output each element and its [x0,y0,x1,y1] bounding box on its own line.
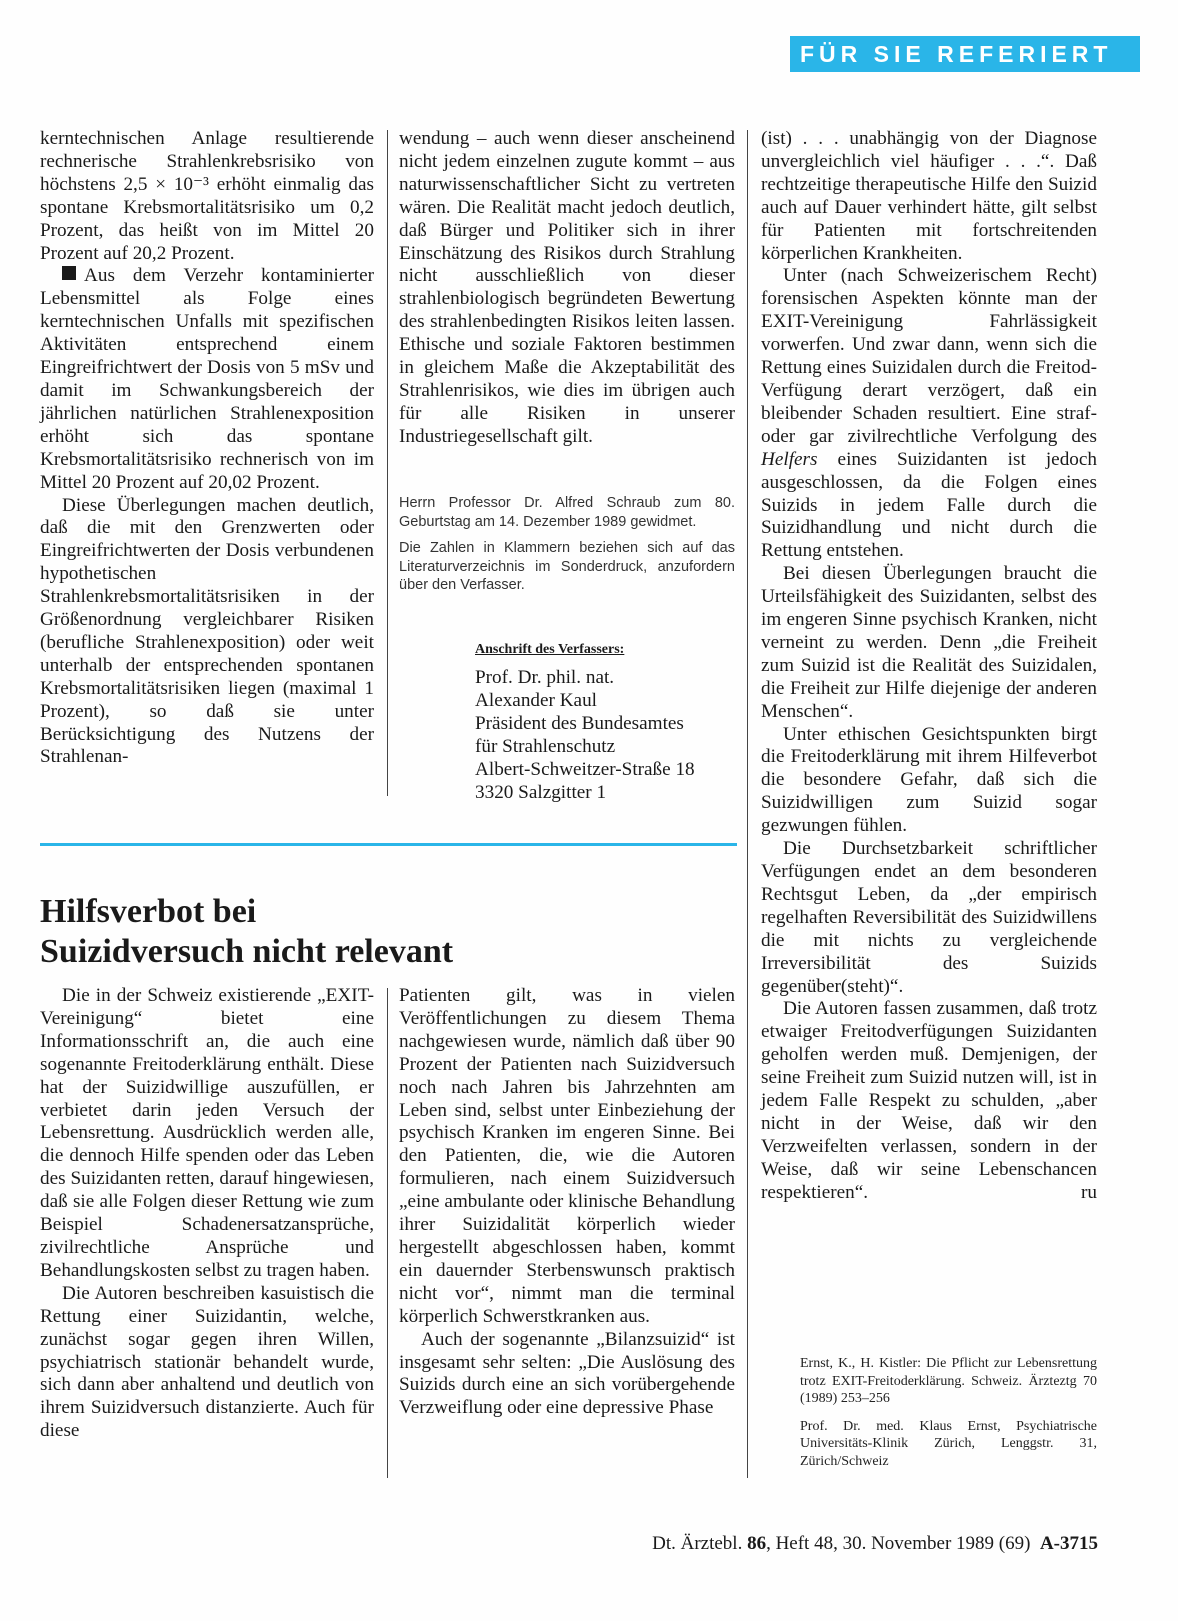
article2-column-2 [399,985,735,1420]
address-line: Albert-Schweitzer-Straße 18 [475,759,695,780]
address-line: 3320 Salzgitter 1 [475,782,607,803]
article1-column-1 [40,128,374,769]
address-line: Alexander Kaul [475,690,598,711]
address-line: Präsident des Bundesamtes [475,713,684,734]
paragraph: Patienten gilt, was in vielen Veröffentlichungen zu diesem Thema nachgewiesen wurde, nämlich daß über 90 Prozent der Patienten nach Suizidversuch noch nach Jahren bis Jahrzehnten am Leben sind, selbst unter Einbeziehung der psychisch Kranken im engeren Sinne. Bei den Patienten, die, wie die Autoren formulieren, nach einem Suizidversuch „eine ambulante oder klinische Behandlung ihrer Suizidalität körperlich wieder hergestellt abgeschlossen haben, kommt ein dauernder Sterbenswunsch praktisch nicht vor“, nimmt man die terminal körperlich Schwerstkranken aus. [399,985,735,1327]
address-line: für Strahlenschutz [475,736,616,757]
paragraph: wendung – auch wenn dieser anscheinend nicht jedem einzelnen zugute kommt – aus naturwissenschaftlicher Sicht zu vertreten wären. Die Realität macht jedoch deutlich, daß Bürger und Politiker sich in ihrer Einschätzung des Risikos durch Strahlung nicht ausschließlich von dieser strahlenbiologisch begründeten Bewertung des strahlenbedingten Risikos leiten lassen. Ethische und soziale Faktoren bestimmen in gleichem Maße die Akzeptabilität des Strahlenrisikos, wie dies im übrigen auch für alle Risiken in unserer Industriegesellschaft gilt. [399,128,735,447]
paragraph: Die Autoren fassen zusammen, daß trotz etwaiger Freitodverfügungen Suizidanten geholfen werden muß. Demjenigen, der seine Freiheit zum Suizid nutzen will, ist in jedem Falle Respekt zu schulden, „aber nicht in der Weise, daß wir den Verzweifelten verlassen, sondern in der Weise, daß wir seine Lebenschancen respektieren“. ru [761,998,1097,1203]
paragraph: Die in der Schweiz existierende „EXIT-Vereinigung“ bietet eine Informationsschrift an, die auch eine sogenannte Freitoderklärung enthält. Diese hat der Suizidwillige auszufüllen, er verbietet darin jeden Versuch der Lebensrettung. Ausdrücklich werden alle, die dennoch Hilfe spenden oder das Leben des Suizidanten retten, darauf hingewiesen, daß sie alle Folgen dieser Rettung wie zum Beispiel Schadenersatzansprüche, zivilrechtliche Ansprüche und Behandlungskosten selbst zu tragen haben. [40,985,374,1281]
paragraph: Aus dem Verzehr kontaminierter Lebensmittel als Folge eines kerntechnischen Unfalls mit spezifischen Aktivitäten entsprechend einem Eingreifrichtwert der Dosis von 5 mSv und damit im Schwankungsbereich der jährlichen natürlichen Strahlenexposition erhöht sich das spontane Krebsmortalitätsrisiko rechnerisch von im Mittel 20 Prozent auf 20,02 Prozent. [40,265,374,493]
column-3 [761,128,1097,1205]
column-divider [747,130,748,1478]
address-line: Prof. Dr. phil. nat. [475,667,615,688]
address-label: Anschrift des Verfassers: [475,642,625,657]
column-divider [387,130,388,796]
reference-citation: Ernst, K., H. Kistler: Die Pflicht zur Lebensrettung trotz EXIT-Freitoderklärung. Schweiz. Ärzteztg 70 (1989) 253–256 [800,1356,1097,1406]
article2-headline: Hilfsverbot bei Suizidversuch nicht relevant [40,893,454,970]
dedication: Herrn Professor Dr. Alfred Schraub zum 80. Geburtstag am 14. Dezember 1989 gewidmet. [399,495,735,530]
reference-author: Prof. Dr. med. Klaus Ernst, Psychiatrische Universitäts-Klinik Zürich, Lenggstr. 31, Zürich/Schweiz [800,1418,1097,1469]
column-divider [387,988,388,1478]
page-footer [560,1532,1098,1556]
dedication-note [399,494,735,603]
paragraph: Die Autoren beschreiben kasuistisch die Rettung einer Suizidantin, welche, zunächst sogar gegen ihren Willen, psychiatrisch stationär behandelt wurde, sich dann aber anhaltend und deutlich von ihrem Suizidversuch distanzierte. Auch für diese [40,1282,374,1442]
issue-date: , Heft 48, 30. November 1989 (69) [766,1533,1031,1554]
reference-block [800,1355,1097,1480]
article-separator [40,843,737,846]
paragraph: Die Durchsetzbarkeit schriftlicher Verfügungen endet an dem besonderen Rechtsgut Leben, da „der empirisch regelhaften Reversibilität des Suizidwillens die mit nichts zu vergleichende Irreversibilität des Suizids gegenüber(steht)“. [761,838,1097,997]
page-number: A-3715 [1039,1533,1098,1554]
paragraph: Diese Überlegungen machen deutlich, daß die mit den Grenzwerten oder Eingreifrichtwerten der Dosis verbundenen hypothetischen Strahlenkrebsmortalitätsrisiken in der Größenordnung vergleichbarer Risiken (berufliche Strahlenexposition) oder weit unterhalb der entsprechenden spontanen Krebsmortalitätsrisiken liegen (maximal 1 Prozent), so daß sie unter Berücksichtigung des Nutzens der Strahlenan- [40,494,374,768]
paragraph: kerntechnischen Anlage resultierende rechnerische Strahlenkrebsrisiko von höchstens 2,5 × 10⁻³ erhöht einmalig das spontane Krebsmortalitätsrisiko um 0,2 Prozent, das heißt von im Mittel 20 Prozent auf 20,2 Prozent. [40,128,374,264]
bullet-square-icon [62,266,76,280]
article2-column-1 [40,985,374,1443]
journal-name: Dt. Ärztebl. [652,1533,743,1554]
references-note: Die Zahlen in Klammern beziehen sich auf das Literaturverzeichnis im Sonderdruck, anzufordern über den Verfasser. [399,540,735,593]
paragraph: (ist) . . . unabhängig von der Diagnose unvergleichlich viel häufiger . . .“. Daß rechtzeitige therapeutische Hilfe den Suizid auch auf Dauer verhindert hätte, gilt selbst für Patienten mit fortschreitenden körperlichen Krankheiten. [761,128,1097,264]
volume-number: 86 [747,1533,767,1554]
paragraph: Unter ethischen Gesichtspunkten birgt die Freitoderklärung mit ihrem Hilfeverbot die besondere Gefahr, daß sich die Suizidwilligen zum Suizid sogar gezwungen fühlen. [761,723,1097,837]
article1-column-2 [399,128,735,449]
paragraph: Bei diesen Überlegungen braucht die Urteilsfähigkeit des Suizidanten, selbst des im engeren Sinne psychisch Kranken, nicht verneint zu werden. Denn „die Freiheit zum Suizid ist die Realität des Suizidalen, die Freiheit zur Hilfe diejenige der anderen Menschen“. [761,563,1097,722]
author-signature: ru [1081,1181,1097,1203]
author-address [475,642,775,804]
section-tag: FÜR SIE REFERIERT [790,36,1140,72]
paragraph: Unter (nach Schweizerischem Recht) forensischen Aspekten könnte man der EXIT-Vereinigung Fahrlässigkeit vorwerfen. Und zwar dann, wenn sich die Rettung eines Suizidalen durch die Freitod-Verfügung derart verzögert, daß ein bleibender Schaden resultiert. Eine straf- oder gar zivilrechtliche Verfolgung des Helfers eines Suizidanten ist jedoch ausgeschlossen, da die Folgen eines Suizids in jedem Falle durch die Suizidhandlung und nicht durch die Rettung entstehen. [761,265,1097,562]
emphasis: Helfers [761,448,818,470]
paragraph: Auch der sogenannte „Bilanzsuizid“ ist insgesamt sehr selten: „Die Auslösung des Suizids durch eine an sich vorübergehende Verzweiflung oder eine depressive Phase [399,1328,735,1419]
